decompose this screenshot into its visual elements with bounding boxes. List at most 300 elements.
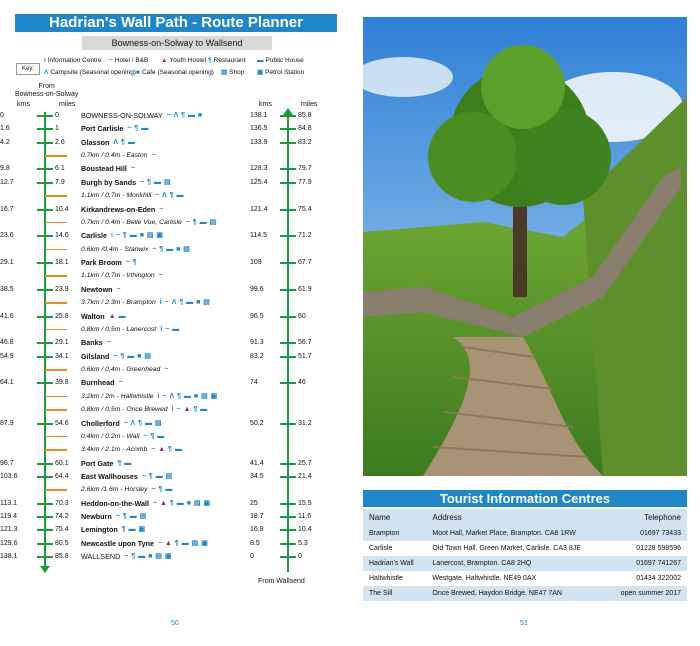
tic-row [363, 556, 687, 571]
route-tick [37, 209, 53, 211]
facility-icons: ~ ¶ ▬ ■ ▤ [113, 352, 152, 360]
miles-from-wallsend: 25.7 [298, 459, 312, 467]
tic-address: Moot Hall, Market Place, Brampton. CA8 1RW [426, 526, 606, 541]
stop-name: Newcastle upon Tyne [81, 538, 154, 548]
from-wallsend-label: From Wallsend [258, 578, 305, 585]
facility-icons: ~ [151, 152, 157, 160]
route-tick [37, 142, 53, 144]
stop-name: Park Broom [81, 258, 122, 268]
miles-from-wallsend: 15.5 [298, 499, 312, 507]
stop-name: Newtown [81, 284, 113, 294]
offroute-tick [45, 195, 67, 197]
tic-name: The Sill [363, 586, 426, 601]
miles-from-wallsend: 67.7 [298, 259, 312, 267]
key-item-label: Youth Hostel [169, 57, 207, 64]
hotel-bnb-icon: ~ [109, 57, 113, 64]
kms-from-wallsend: 96.5 [250, 312, 264, 320]
miles-from-wallsend: 84.8 [298, 125, 312, 133]
route-planner-title: Hadrian's Wall Path - Route Planner [15, 14, 337, 32]
route-stop-row [0, 498, 340, 510]
tic-telephone: open summer 2017 [606, 586, 687, 601]
offroute-destination: 3.4km / 2.1m - Acomb [81, 446, 148, 454]
youth-hostel-icon: ▲ [158, 446, 166, 454]
offroute-row [0, 444, 340, 456]
kms-from-wallsend: 128.3 [250, 165, 268, 173]
miles-from-bowness: 6.1 [55, 165, 65, 173]
facility-icons: ¶ ▬ [117, 459, 132, 467]
kms-from-bowness: 9.8 [0, 165, 10, 173]
facility-icons: ~ [116, 285, 122, 293]
key-item-hotel-bnb [109, 57, 148, 65]
stop-name: Kirkandrews-on-Eden [81, 204, 156, 214]
offroute-tick [45, 249, 67, 251]
kms-from-bowness: 1.6 [0, 125, 10, 133]
route-tick [37, 128, 53, 130]
route-stop-row [0, 137, 340, 149]
tic-row [363, 526, 687, 541]
facility-icons: Λ ¶ ▬ [113, 138, 136, 146]
key-item-label: Campsite (Seasonal opening) [50, 69, 136, 76]
miles-from-bowness: 29.1 [55, 339, 69, 347]
key-item-petrol-station [257, 69, 304, 77]
stop-name: BOWNESS-ON-SOLWAY [81, 111, 163, 120]
tic-telephone: 01228 598596 [636, 545, 681, 552]
youth-hostel-icon: ▲ [183, 406, 191, 414]
kms-from-bowness: 0 [0, 112, 4, 119]
tic-address: Lanercost, Brampton. CA8 2HQ [426, 556, 606, 571]
miles-from-bowness: 0 [55, 112, 59, 119]
key-item-youth-hostel [161, 57, 206, 65]
offroute-row [0, 150, 340, 162]
facility-icons: ~ ¶ ▬ ▤ [115, 513, 147, 521]
route-stop-row [0, 471, 340, 483]
facility-icons: ~ Λ ¶ ▬ ■ [166, 112, 203, 119]
facility-icons: ~ ¶ ▬ ▤ [185, 218, 217, 226]
stop-name: Chollerford [81, 418, 120, 428]
facility-icons: ~ ¶ ▬ ■ ▤ ▣ [124, 553, 172, 561]
route-stop-row [0, 351, 340, 363]
stop-name: Port Gate [81, 458, 114, 468]
kms-from-wallsend: 50.2 [250, 419, 264, 427]
kms-from-bowness: 38.5 [0, 285, 14, 293]
miles-from-bowness: 74.2 [55, 513, 69, 521]
key-item-label: Public House [265, 57, 304, 64]
facility-icons: ~ Λ ¶ ▬ [155, 192, 184, 200]
key-item-label: Cafe (Seasonal opening) [141, 69, 214, 76]
facility-icons: ~ ▲ ¶ ▬ [151, 446, 183, 454]
stop-name: Port Carlisle [81, 124, 124, 134]
miles-from-wallsend: 83.2 [298, 138, 312, 146]
facility-icons: i ~ ¶ ▬ ■ ▤ ▣ [110, 232, 164, 240]
facility-icons: ~ [158, 272, 164, 280]
offroute-tick [45, 302, 67, 304]
kms-header-left: kms [17, 101, 30, 108]
route-tick [37, 356, 53, 358]
route-stop-row [0, 123, 340, 135]
offroute-tick [45, 222, 67, 224]
facility-icons: ~ ¶ ▬ ▤ [140, 178, 172, 186]
offroute-row [0, 217, 340, 229]
kms-from-wallsend: 114.5 [250, 232, 267, 240]
kms-from-wallsend: 34.5 [250, 472, 264, 480]
tic-title: Tourist Information Centres [363, 490, 687, 507]
miles-from-wallsend: 71.2 [298, 232, 312, 240]
route-tick [280, 356, 296, 358]
kms-from-wallsend: 99.6 [250, 285, 264, 293]
offroute-destination: 0.4km / 0.2m - Wall [81, 432, 140, 440]
route-tick [280, 128, 296, 130]
kms-from-bowness: 103.6 [0, 472, 18, 480]
map-key [16, 57, 336, 83]
stop-name: East Wallhouses [81, 471, 138, 481]
route-tick [280, 516, 296, 518]
offroute-tick [45, 409, 67, 411]
route-tick [37, 316, 53, 318]
miles-from-bowness: 1 [55, 125, 59, 133]
offroute-destination: 2.6km /1.6m - Horsley [81, 486, 148, 494]
tic-header-row [363, 509, 687, 526]
route-tick [280, 142, 296, 144]
route-tick [280, 182, 296, 184]
route-tick [280, 168, 296, 170]
kms-from-wallsend: 25 [250, 499, 258, 507]
route-tick [37, 262, 53, 264]
youth-hostel-icon: ▲ [161, 57, 168, 64]
route-tick [37, 182, 53, 184]
miles-header-left: miles [59, 101, 76, 108]
route-stop-row [0, 551, 340, 563]
kms-from-bowness: 87.9 [0, 419, 14, 427]
facility-icons: ~ ¶ ▬ ■ ▤ [152, 245, 191, 253]
tic-telephone: 01697 73433 [606, 526, 687, 541]
miles-from-bowness: 54.6 [55, 419, 69, 427]
kms-from-bowness: 138.1 [0, 553, 18, 561]
key-item-label: Hotel / B&B [114, 57, 149, 64]
offroute-tick [45, 329, 67, 331]
key-item-label: Petrol Station [265, 69, 305, 76]
facility-icons: ~ ¶ ▬ [127, 125, 149, 133]
tic-name: Haltwhistle [369, 575, 403, 582]
miles-from-bowness: 75.4 [55, 526, 69, 534]
route-stop-row [0, 377, 340, 389]
offroute-tick [45, 489, 67, 491]
facility-icons: ~ ▲ ¶ ▬ ▤ ▣ [157, 539, 209, 547]
miles-from-bowness: 70.3 [55, 499, 69, 507]
stop-name: Boustead Hill [81, 164, 127, 174]
from-bowness-text: From Bowness-on-Solway [15, 83, 79, 98]
facility-icons: ~ [164, 366, 169, 374]
route-stop-row [0, 511, 340, 523]
facility-icons: ~ ¶ ▬ [151, 486, 173, 494]
route-tick [37, 556, 53, 558]
kms-from-bowness: 119.4 [0, 513, 17, 521]
offroute-row [0, 190, 340, 202]
facility-icons: i ~ Λ ¶ ▬ ■ ▤ ▣ [157, 392, 218, 400]
miles-from-bowness: 39.8 [55, 379, 69, 387]
kms-from-wallsend: 18.7 [250, 513, 264, 521]
route-tick [280, 316, 296, 318]
kms-from-wallsend: 8.5 [250, 539, 260, 547]
tic-col-name: Name [363, 509, 426, 526]
offroute-destination: 0.8km / 0.5m - Once Brewed [81, 406, 168, 414]
stop-name: Glasson [81, 137, 110, 147]
offroute-destination: 1.1km / 0.7m - Irthington [81, 272, 155, 280]
offroute-tick [45, 449, 67, 451]
route-tick [37, 476, 53, 478]
kms-from-bowness: 54.9 [0, 352, 14, 360]
tic-row [363, 571, 687, 586]
route-stop-row [0, 524, 340, 536]
kms-from-wallsend: 16.8 [250, 526, 264, 534]
route-tick [37, 423, 53, 425]
offroute-destination: 1.1km / 0.7m - Monkhill [81, 192, 152, 200]
route-stop-row [0, 204, 340, 216]
route-tick [37, 115, 53, 117]
tic-telephone: 01434 322002 [636, 575, 681, 582]
key-item-information-centre [44, 57, 102, 65]
kms-from-wallsend: 41.4 [250, 459, 264, 467]
tic-col-telephone: Telephone [606, 509, 687, 526]
facility-icons: ~ Λ ¶ ▬ ▤ [123, 419, 163, 427]
route-stop-row [0, 311, 340, 323]
tic-address: Old Town Hall, Green Market, Carlisle. CA3 8JE [432, 545, 581, 552]
kms-from-bowness: 96.7 [0, 459, 14, 467]
miles-from-wallsend: 85.8 [298, 112, 312, 119]
petrol-station-icon: ▣ [257, 69, 264, 76]
tic-row [363, 541, 687, 556]
offroute-destination: 0.7km / 0.4m - Belle Vue, Carlisle [81, 218, 182, 226]
youth-hostel-icon: ▲ [160, 499, 168, 507]
kms-from-bowness: 23.6 [0, 232, 14, 240]
miles-from-bowness: 34.1 [55, 352, 69, 360]
miles-from-bowness: 85.8 [55, 553, 69, 561]
key-label: Key: [16, 63, 40, 75]
down-arrow-icon [40, 566, 50, 573]
offroute-tick [45, 155, 67, 157]
stop-name: Burnhead [81, 378, 115, 388]
route-tick [37, 543, 53, 545]
offroute-destination: 0.6km /0.4m - Stanwix [81, 245, 149, 253]
route-tick [280, 543, 296, 545]
page-number-left: 50 [171, 620, 179, 627]
route-tick [280, 556, 296, 558]
route-stop-row [0, 230, 340, 242]
kms-header-right: kms [259, 101, 272, 108]
kms-from-bowness: 129.6 [0, 539, 18, 547]
miles-from-bowness: 14.6 [55, 232, 69, 240]
facility-icons: ~ ¶ ▬ ▤ [141, 472, 173, 480]
kms-from-wallsend: 91.3 [250, 339, 264, 347]
restaurant-icon: ¶ [208, 57, 212, 64]
facility-icons: ~ [159, 205, 164, 213]
stop-name: Lemington [81, 525, 118, 535]
stop-name: WALLSEND [81, 552, 121, 562]
offroute-destination: 3.7km / 2.3m - Brampton [81, 299, 156, 307]
facility-icons: ~ ▲ ¶ ▬ ■ ▤ ▣ [153, 499, 211, 507]
kms-from-bowness: 4.2 [0, 138, 10, 146]
stop-name: Carlisle [81, 231, 107, 241]
route-tick [280, 463, 296, 465]
kms-from-wallsend: 133.9 [250, 138, 268, 146]
tic-address: Westgate, Haltwhistle. NE49 0AX [432, 575, 537, 582]
offroute-destination: 0.7km / 0.4m - Easton [81, 152, 148, 160]
key-item-shop [221, 69, 244, 77]
facility-icons: ~ [130, 165, 136, 173]
kms-from-bowness: 46.8 [0, 339, 14, 347]
miles-from-bowness: 80.5 [55, 539, 69, 547]
tic-table [363, 509, 687, 601]
miles-from-bowness: 18.1 [55, 259, 69, 267]
miles-from-bowness: 25.8 [55, 312, 69, 320]
offroute-row [0, 484, 340, 496]
stop-name: Newburn [81, 512, 112, 522]
route-stop-row [0, 538, 340, 550]
kms-from-wallsend: 109 [250, 259, 262, 267]
route-tick [280, 262, 296, 264]
route-stop-row [0, 458, 340, 470]
facility-icons: ~ [118, 379, 124, 387]
miles-from-wallsend: 77.9 [298, 178, 312, 186]
offroute-row [0, 391, 340, 403]
kms-from-bowness: 41.6 [0, 312, 14, 320]
facility-icons: i ~ Λ ¶ ▬ ■ ▤ [159, 299, 211, 307]
offroute-row [0, 404, 340, 416]
route-stop-row [0, 257, 340, 269]
offroute-destination: 0.8km / 0.5m - Lanercost [81, 325, 157, 333]
route-tick [37, 503, 53, 505]
offroute-destination: 3.2km / 2m - Haltwhistle [81, 392, 154, 400]
route-tick [37, 342, 53, 344]
offroute-tick [45, 275, 67, 277]
route-tick [37, 529, 53, 531]
route-stop-row [0, 418, 340, 430]
kms-from-bowness: 12.7 [0, 178, 14, 186]
route-stop-row [0, 110, 340, 122]
route-tick [37, 289, 53, 291]
offroute-row [0, 364, 340, 376]
tic-col-address: Address [426, 509, 606, 526]
offroute-row [0, 244, 340, 256]
key-item-campsite [44, 69, 136, 77]
facility-icons: ▲ ▬ [108, 312, 127, 320]
miles-from-bowness: 23.9 [55, 285, 69, 293]
key-item-public-house [257, 57, 304, 65]
stop-name: Heddon-on-the-Wall [81, 498, 150, 508]
facility-icons: ~ ¶ [125, 259, 138, 267]
miles-from-bowness: 7.9 [55, 178, 65, 186]
route-tick [280, 529, 296, 531]
offroute-tick [45, 436, 67, 438]
route-tick [280, 209, 296, 211]
route-tick [37, 516, 53, 518]
sycamore-gap-photo [363, 17, 687, 476]
route-tick [280, 115, 296, 117]
tic-name: Hadrian's Wall [363, 556, 426, 571]
route-tick [280, 423, 296, 425]
kms-from-bowness: 29.1 [0, 259, 14, 267]
youth-hostel-icon: ▲ [108, 312, 117, 320]
miles-from-wallsend: 10.4 [298, 526, 312, 534]
route-stop-row [0, 177, 340, 189]
kms-from-bowness: 121.3 [0, 526, 18, 534]
miles-from-wallsend: 0 [298, 553, 302, 561]
facility-icons: ¶ ▬ ▣ [121, 526, 146, 534]
stop-name: Walton [81, 311, 105, 321]
route-stop-row [0, 284, 340, 296]
miles-from-wallsend: 60 [298, 312, 306, 320]
kms-from-bowness: 64.1 [0, 379, 14, 387]
cafe-icon: ■ [136, 69, 140, 76]
miles-from-wallsend: 79.7 [298, 165, 312, 173]
route-tick [280, 342, 296, 344]
route-tick [37, 235, 53, 237]
miles-from-wallsend: 5.3 [298, 539, 308, 547]
shop-icon: ▤ [221, 69, 228, 76]
stop-name: Banks [81, 338, 103, 348]
offroute-row [0, 270, 340, 282]
miles-from-bowness: 2.6 [55, 138, 65, 146]
offroute-tick [45, 396, 67, 398]
kms-from-wallsend: 136.5 [250, 125, 268, 133]
facility-icons: i ~ ▲ ¶ ▬ [171, 406, 208, 414]
route-tick [280, 382, 296, 384]
tic-telephone: 01697 741267 [606, 556, 687, 571]
facility-icons: ~ ¶ ▬ [143, 432, 165, 440]
offroute-row [0, 431, 340, 443]
route-subtitle: Bowness-on-Solway to Wallsend [82, 36, 272, 50]
route-tick [280, 289, 296, 291]
miles-from-wallsend: 31.2 [298, 419, 312, 427]
route-stop-row [0, 163, 340, 175]
stop-name: Burgh by Sands [81, 177, 137, 187]
tic-name: Carlisle [369, 545, 393, 552]
miles-from-wallsend: 11.6 [298, 513, 312, 521]
miles-from-wallsend: 56.7 [298, 339, 312, 347]
campsite-icon: Λ [44, 69, 49, 76]
page-number-right: 51 [520, 620, 528, 627]
kms-from-wallsend: 121.4 [250, 205, 268, 213]
tic-name: Brampton [363, 526, 426, 541]
route-tick [280, 235, 296, 237]
miles-from-wallsend: 75.4 [298, 205, 312, 213]
kms-from-wallsend: 138.1 [250, 112, 268, 119]
information-centre-icon: i [44, 57, 46, 64]
kms-from-wallsend: 74 [250, 379, 258, 387]
from-bowness-label [15, 83, 78, 99]
offroute-tick [45, 369, 67, 371]
kms-from-wallsend: 125.4 [250, 178, 268, 186]
key-item-cafe [136, 69, 214, 77]
offroute-row [0, 324, 340, 336]
key-item-restaurant [208, 57, 245, 65]
kms-from-wallsend: 0 [250, 553, 254, 561]
youth-hostel-icon: ▲ [165, 539, 173, 547]
key-item-label: Restaurant [213, 57, 246, 64]
miles-from-wallsend: 61.9 [298, 285, 312, 293]
miles-from-wallsend: 21.4 [298, 472, 312, 480]
kms-from-wallsend: 83.2 [250, 352, 264, 360]
offroute-row [0, 297, 340, 309]
miles-from-bowness: 64.4 [55, 472, 69, 480]
route-tick [280, 503, 296, 505]
key-item-label: Information Centre [47, 57, 102, 64]
facility-icons: i ~ ▬ [160, 325, 180, 333]
miles-header-right: miles [301, 101, 318, 108]
route-tick [37, 382, 53, 384]
public-house-icon: ▬ [257, 57, 264, 64]
route-tick [280, 476, 296, 478]
miles-from-wallsend: 46 [298, 379, 306, 387]
